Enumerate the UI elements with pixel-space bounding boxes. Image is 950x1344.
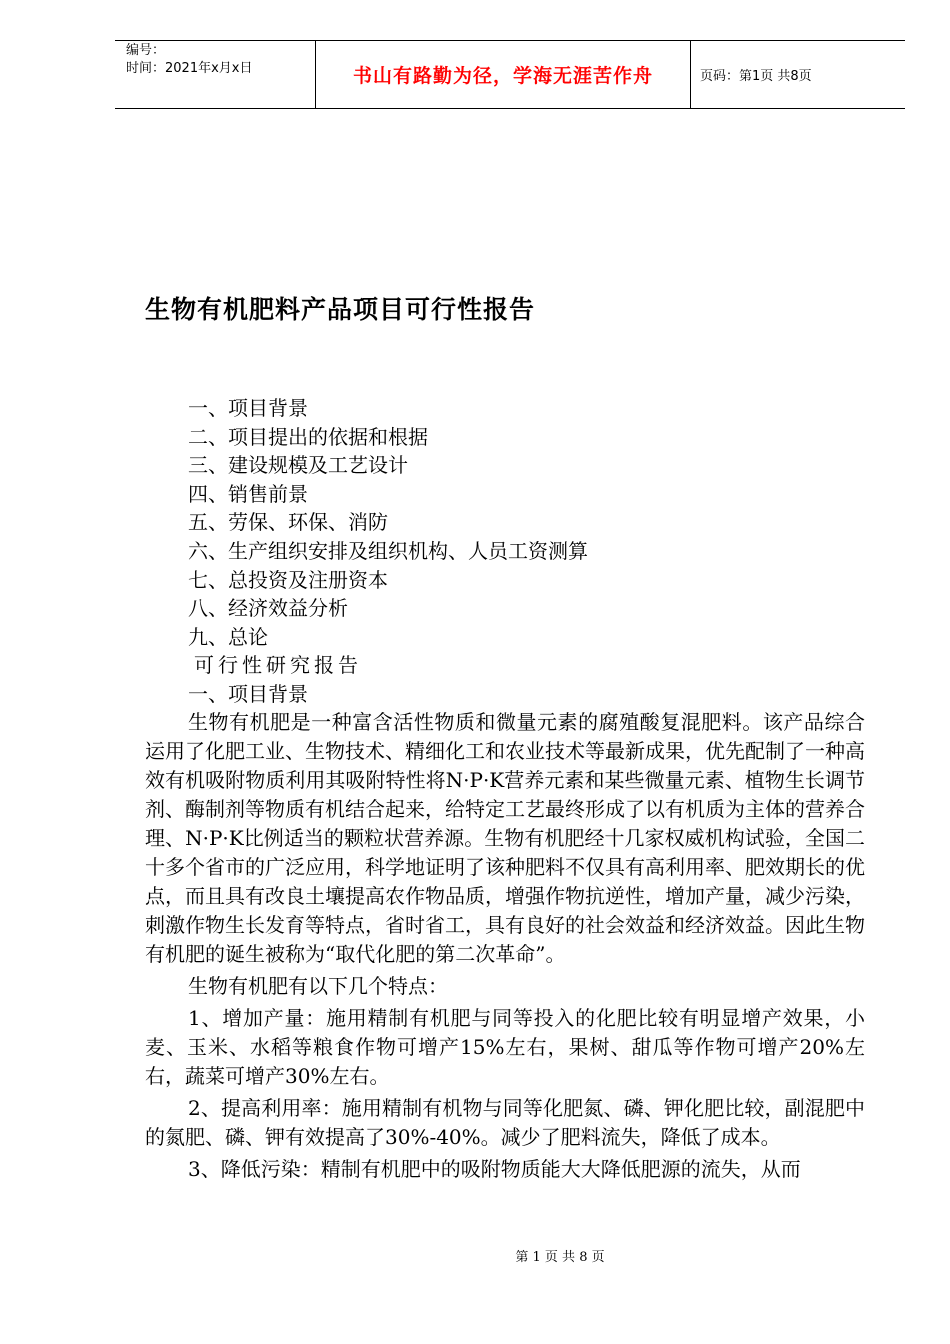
section-heading: 一、项目背景 — [188, 681, 308, 706]
toc-item: 二、项目提出的依据和根据 — [188, 424, 428, 449]
header-motto: 书山有路勤为径，学海无涯苦作舟 — [352, 65, 653, 87]
toc-item: 九、总论 — [188, 624, 268, 649]
page-header — [115, 40, 905, 109]
toc-item: 一、项目背景 — [188, 396, 308, 420]
body-text — [145, 708, 865, 1184]
header-motto-cell — [315, 41, 691, 108]
body-paragraph: 3、降低污染：精制有机肥中的吸附物质能大大降低肥源的流失，从而 — [188, 1157, 801, 1181]
body-paragraph: 生物有机肥是一种富含活性物质和微量元素的腐殖酸复混肥料。该产品综合运用了化肥工业、生物技术、精细化工和农业技术等最新成果，优先配制了一种高效有机吸附物质利用其吸附特性将N·P·K营养元素和某些微量元素、植物生长调节剂、酶制剂等物质有机结合起来，给特定工艺最终形成了以有机质为主体的营养合理、N·P·K比例适当的颗粒状营养源。生物有机肥经十几家权威机构试验，全国二十多个省市的广泛应用，科学地证明了该种肥料不仅具有高利用率、肥效期长的优点，而且具有改良土壤提高农作物品质，增强作物抗逆性，增加产量，减少污染，刺激作物生长发育等特点，省时省工，具有良好的社会效益和经济效益。因此生物有机肥的诞生被称为“取代化肥的第二次革命”。 — [145, 710, 865, 966]
page-footer: 第 1 页 共 8 页 — [515, 1250, 605, 1265]
body-paragraph: 2、提高利用率：施用精制有机物与同等化肥氮、磷、钾化肥比较，副混肥中的氮肥、磷、钾有效提高了30%-40%。减少了肥料流失，降低了成本。 — [145, 1096, 865, 1149]
toc-item: 七、总投资及注册资本 — [188, 567, 388, 592]
toc-item: 六、生产组织安排及组织机构、人员工资测算 — [188, 538, 588, 563]
header-page-info: 页码：第1页 共8页 — [700, 69, 812, 84]
toc-item: 八、经济效益分析 — [188, 596, 348, 621]
table-of-contents — [188, 394, 588, 709]
report-subtitle: 可行性研究报告 — [194, 653, 362, 678]
document-title: 生物有机肥料产品项目可行性报告 — [145, 295, 536, 324]
toc-item: 三、建设规模及工艺设计 — [188, 453, 408, 478]
body-paragraph: 生物有机肥有以下几个特点： — [188, 974, 448, 998]
header-meta — [115, 41, 315, 108]
document-time-label: 时间：2021年x月x日 — [126, 61, 253, 76]
header-page-info-cell — [690, 41, 905, 108]
body-paragraph: 1、增加产量：施用精制有机肥与同等投入的化肥比较有明显增产效果，小麦、玉米、水稻等粮食作物可增产15%左右，果树、甜瓜等作物可增产20%左右，蔬菜可增产30%左右。 — [145, 1006, 865, 1088]
toc-item: 五、劳保、环保、消防 — [188, 510, 388, 535]
document-number-label: 编号： — [126, 43, 166, 58]
toc-item: 四、销售前景 — [188, 481, 308, 506]
